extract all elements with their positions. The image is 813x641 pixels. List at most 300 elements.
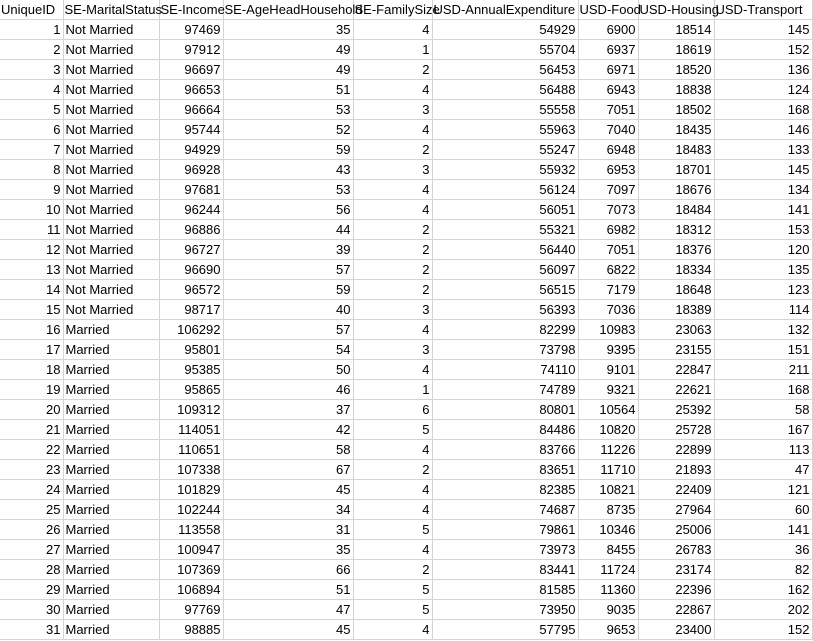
cell[interactable]: 49 [223, 60, 353, 80]
cell[interactable]: 37 [223, 400, 353, 420]
cell[interactable]: 3 [353, 100, 432, 120]
cell[interactable]: 40 [223, 300, 353, 320]
cell[interactable]: 27964 [638, 500, 714, 520]
cell[interactable]: 18435 [638, 120, 714, 140]
cell[interactable]: 7040 [578, 120, 638, 140]
cell[interactable]: 19 [0, 380, 63, 400]
cell[interactable]: 50 [223, 360, 353, 380]
cell[interactable]: 82 [714, 560, 812, 580]
cell[interactable]: 136 [714, 60, 812, 80]
cell[interactable]: 2 [0, 40, 63, 60]
cell[interactable]: 26783 [638, 540, 714, 560]
cell[interactable]: 120 [714, 240, 812, 260]
cell[interactable]: 79861 [432, 520, 578, 540]
cell[interactable]: 23 [0, 460, 63, 480]
cell[interactable]: 27 [0, 540, 63, 560]
cell[interactable]: 23155 [638, 340, 714, 360]
cell[interactable]: 23174 [638, 560, 714, 580]
cell[interactable]: 107369 [159, 560, 223, 580]
cell[interactable]: 18376 [638, 240, 714, 260]
cell[interactable]: 96928 [159, 160, 223, 180]
cell[interactable]: 56515 [432, 280, 578, 300]
column-header-cell[interactable]: USD-Transport [714, 0, 812, 20]
cell[interactable]: 22867 [638, 600, 714, 620]
cell[interactable]: 6 [353, 400, 432, 420]
cell[interactable]: Not Married [63, 180, 159, 200]
cell[interactable]: 55321 [432, 220, 578, 240]
cell[interactable]: 114051 [159, 420, 223, 440]
cell[interactable]: 135 [714, 260, 812, 280]
column-header-cell[interactable]: SE-FamilySize [353, 0, 432, 20]
table-row [0, 320, 812, 340]
cell[interactable]: 132 [714, 320, 812, 340]
cell[interactable]: Not Married [63, 140, 159, 160]
cell[interactable]: 51 [223, 580, 353, 600]
cell[interactable]: 55558 [432, 100, 578, 120]
cell[interactable]: 30 [0, 600, 63, 620]
cell[interactable]: 133 [714, 140, 812, 160]
cell[interactable]: 10983 [578, 320, 638, 340]
cell[interactable]: 1 [353, 40, 432, 60]
cell[interactable]: 4 [353, 20, 432, 40]
cell[interactable]: 55932 [432, 160, 578, 180]
cell[interactable]: 67 [223, 460, 353, 480]
cell[interactable]: 56051 [432, 200, 578, 220]
cell[interactable]: Not Married [63, 280, 159, 300]
cell[interactable]: Married [63, 440, 159, 460]
cell[interactable]: 55704 [432, 40, 578, 60]
cell[interactable]: 106292 [159, 320, 223, 340]
cell[interactable]: 96664 [159, 100, 223, 120]
cell[interactable]: 3 [353, 300, 432, 320]
column-header-cell[interactable]: USD-Food [578, 0, 638, 20]
cell[interactable]: 141 [714, 200, 812, 220]
cell[interactable]: 55963 [432, 120, 578, 140]
cell[interactable]: 54929 [432, 20, 578, 40]
cell[interactable]: 21893 [638, 460, 714, 480]
cell[interactable]: 18648 [638, 280, 714, 300]
cell[interactable]: 95744 [159, 120, 223, 140]
cell[interactable]: 106894 [159, 580, 223, 600]
cell[interactable]: 113 [714, 440, 812, 460]
cell[interactable]: 145 [714, 160, 812, 180]
table-row [0, 100, 812, 120]
cell[interactable]: 18389 [638, 300, 714, 320]
cell[interactable]: 8455 [578, 540, 638, 560]
cell[interactable]: 6948 [578, 140, 638, 160]
cell[interactable]: 97769 [159, 600, 223, 620]
cell[interactable]: 56453 [432, 60, 578, 80]
cell[interactable]: 25006 [638, 520, 714, 540]
cell[interactable]: 110651 [159, 440, 223, 460]
cell[interactable]: 121 [714, 480, 812, 500]
cell[interactable]: 42 [223, 420, 353, 440]
cell[interactable]: 9035 [578, 600, 638, 620]
cell[interactable]: 211 [714, 360, 812, 380]
cell[interactable]: 4 [0, 80, 63, 100]
cell[interactable]: 12 [0, 240, 63, 260]
cell[interactable]: 83651 [432, 460, 578, 480]
cell[interactable]: 45 [223, 480, 353, 500]
cell[interactable]: 46 [223, 380, 353, 400]
cell[interactable]: 5 [353, 520, 432, 540]
cell[interactable]: 18483 [638, 140, 714, 160]
cell[interactable]: 59 [223, 280, 353, 300]
table-row [0, 400, 812, 420]
cell[interactable]: 2 [353, 140, 432, 160]
cell[interactable]: Not Married [63, 300, 159, 320]
cell[interactable]: Married [63, 320, 159, 340]
cell[interactable]: 162 [714, 580, 812, 600]
cell[interactable]: 5 [353, 580, 432, 600]
cell[interactable]: Married [63, 420, 159, 440]
cell[interactable]: 107338 [159, 460, 223, 480]
cell[interactable]: 96690 [159, 260, 223, 280]
cell[interactable]: 60 [714, 500, 812, 520]
cell[interactable]: 113558 [159, 520, 223, 540]
cell[interactable]: Not Married [63, 40, 159, 60]
cell[interactable]: 83766 [432, 440, 578, 460]
cell[interactable]: Not Married [63, 200, 159, 220]
cell[interactable]: 153 [714, 220, 812, 240]
cell[interactable]: 55247 [432, 140, 578, 160]
cell[interactable]: 5 [353, 420, 432, 440]
cell[interactable]: 4 [353, 440, 432, 460]
cell[interactable]: 7179 [578, 280, 638, 300]
column-header-cell[interactable]: UniqueID [0, 0, 63, 20]
cell[interactable]: 101829 [159, 480, 223, 500]
cell[interactable]: 22 [0, 440, 63, 460]
cell[interactable]: Married [63, 520, 159, 540]
cell[interactable]: Married [63, 380, 159, 400]
cell[interactable]: 7097 [578, 180, 638, 200]
cell[interactable]: 56440 [432, 240, 578, 260]
cell[interactable]: 2 [353, 220, 432, 240]
cell[interactable]: 2 [353, 460, 432, 480]
cell[interactable]: 28 [0, 560, 63, 580]
cell[interactable]: Married [63, 620, 159, 640]
cell[interactable]: 11724 [578, 560, 638, 580]
cell[interactable]: 97681 [159, 180, 223, 200]
cell[interactable]: 146 [714, 120, 812, 140]
cell[interactable]: 18484 [638, 200, 714, 220]
cell[interactable]: 1 [0, 20, 63, 40]
column-header-cell[interactable]: SE-AgeHeadHousehold [223, 0, 353, 20]
cell[interactable]: 102244 [159, 500, 223, 520]
cell[interactable]: 34 [223, 500, 353, 520]
cell[interactable]: 145 [714, 20, 812, 40]
cell[interactable]: 95865 [159, 380, 223, 400]
cell[interactable]: 3 [353, 340, 432, 360]
cell[interactable]: 96244 [159, 200, 223, 220]
cell[interactable]: 10 [0, 200, 63, 220]
table-row [0, 120, 812, 140]
cell[interactable]: Not Married [63, 220, 159, 240]
cell[interactable]: 56097 [432, 260, 578, 280]
cell[interactable]: 4 [353, 180, 432, 200]
cell[interactable]: 2 [353, 240, 432, 260]
cell[interactable]: 23063 [638, 320, 714, 340]
cell[interactable]: 10346 [578, 520, 638, 540]
cell[interactable]: 58 [714, 400, 812, 420]
cell[interactable]: 141 [714, 520, 812, 540]
cell[interactable]: 11710 [578, 460, 638, 480]
cell[interactable]: 96572 [159, 280, 223, 300]
cell[interactable]: 123 [714, 280, 812, 300]
cell[interactable]: 202 [714, 600, 812, 620]
cell[interactable]: 10821 [578, 480, 638, 500]
cell[interactable]: 9101 [578, 360, 638, 380]
cell[interactable]: 66 [223, 560, 353, 580]
cell[interactable]: 10820 [578, 420, 638, 440]
cell[interactable]: 22899 [638, 440, 714, 460]
cell[interactable]: 82385 [432, 480, 578, 500]
cell[interactable]: Married [63, 500, 159, 520]
cell[interactable]: Married [63, 460, 159, 480]
cell[interactable]: 44 [223, 220, 353, 240]
column-header-cell[interactable]: SE-MaritalStatus [63, 0, 159, 20]
cell[interactable]: 6822 [578, 260, 638, 280]
cell[interactable]: 35 [223, 540, 353, 560]
cell[interactable]: 4 [353, 620, 432, 640]
cell[interactable]: 11226 [578, 440, 638, 460]
cell[interactable]: 47 [714, 460, 812, 480]
cell[interactable]: Married [63, 540, 159, 560]
cell[interactable]: 57 [223, 260, 353, 280]
cell[interactable]: 23400 [638, 620, 714, 640]
cell[interactable]: 24 [0, 480, 63, 500]
cell[interactable]: 18334 [638, 260, 714, 280]
cell[interactable]: 18619 [638, 40, 714, 60]
cell[interactable]: Not Married [63, 120, 159, 140]
cell[interactable]: 4 [353, 480, 432, 500]
cell[interactable]: 82299 [432, 320, 578, 340]
cell[interactable]: Not Married [63, 60, 159, 80]
cell[interactable]: 22409 [638, 480, 714, 500]
cell[interactable]: 22847 [638, 360, 714, 380]
table-row [0, 580, 812, 600]
cell[interactable]: 16 [0, 320, 63, 340]
cell[interactable]: 6937 [578, 40, 638, 60]
cell[interactable]: Married [63, 560, 159, 580]
cell[interactable]: 74789 [432, 380, 578, 400]
cell[interactable]: 3 [0, 60, 63, 80]
cell[interactable]: 49 [223, 40, 353, 60]
cell[interactable]: 124 [714, 80, 812, 100]
cell[interactable]: 80801 [432, 400, 578, 420]
cell[interactable]: Married [63, 480, 159, 500]
cell[interactable]: 52 [223, 120, 353, 140]
cell[interactable]: 109312 [159, 400, 223, 420]
table-row [0, 520, 812, 540]
cell[interactable]: 22621 [638, 380, 714, 400]
cell[interactable]: Married [63, 580, 159, 600]
cell[interactable]: 11360 [578, 580, 638, 600]
cell[interactable]: 22396 [638, 580, 714, 600]
cell[interactable]: 3 [353, 160, 432, 180]
cell[interactable]: 73950 [432, 600, 578, 620]
table-row [0, 480, 812, 500]
cell[interactable]: 96653 [159, 80, 223, 100]
cell[interactable]: 18514 [638, 20, 714, 40]
cell[interactable]: 9653 [578, 620, 638, 640]
cell[interactable]: Married [63, 340, 159, 360]
cell[interactable]: Not Married [63, 20, 159, 40]
cell[interactable]: 20 [0, 400, 63, 420]
cell[interactable]: 97469 [159, 20, 223, 40]
cell[interactable]: 167 [714, 420, 812, 440]
cell[interactable]: 7051 [578, 100, 638, 120]
cell[interactable]: 11 [0, 220, 63, 240]
cell[interactable]: 6943 [578, 80, 638, 100]
cell[interactable]: Not Married [63, 160, 159, 180]
cell[interactable]: 31 [223, 520, 353, 540]
cell[interactable]: 17 [0, 340, 63, 360]
cell[interactable]: Married [63, 360, 159, 380]
cell[interactable]: Not Married [63, 80, 159, 100]
cell[interactable]: Not Married [63, 240, 159, 260]
cell[interactable]: 96697 [159, 60, 223, 80]
cell[interactable]: 96727 [159, 240, 223, 260]
cell[interactable]: 4 [353, 360, 432, 380]
cell[interactable]: 25728 [638, 420, 714, 440]
cell[interactable]: Not Married [63, 260, 159, 280]
cell[interactable]: 57795 [432, 620, 578, 640]
cell[interactable]: 2 [353, 60, 432, 80]
cell[interactable]: 74110 [432, 360, 578, 380]
cell[interactable]: 168 [714, 100, 812, 120]
cell[interactable]: 53 [223, 180, 353, 200]
table-row [0, 180, 812, 200]
cell[interactable]: 6971 [578, 60, 638, 80]
cell[interactable]: 4 [353, 320, 432, 340]
cell[interactable]: 56393 [432, 300, 578, 320]
cell[interactable]: 56124 [432, 180, 578, 200]
cell[interactable]: 35 [223, 20, 353, 40]
cell[interactable]: 13 [0, 260, 63, 280]
cell[interactable]: 73973 [432, 540, 578, 560]
cell[interactable]: 81585 [432, 580, 578, 600]
cell[interactable]: 168 [714, 380, 812, 400]
cell[interactable]: 47 [223, 600, 353, 620]
cell[interactable]: 74687 [432, 500, 578, 520]
cell[interactable]: 9321 [578, 380, 638, 400]
cell[interactable]: 56 [223, 200, 353, 220]
cell[interactable]: Married [63, 400, 159, 420]
cell[interactable]: 18676 [638, 180, 714, 200]
cell[interactable]: 4 [353, 200, 432, 220]
cell[interactable]: 134 [714, 180, 812, 200]
cell[interactable]: 9395 [578, 340, 638, 360]
cell[interactable]: 8 [0, 160, 63, 180]
cell[interactable]: 18701 [638, 160, 714, 180]
cell[interactable]: 18838 [638, 80, 714, 100]
cell[interactable]: 1 [353, 380, 432, 400]
table-row [0, 600, 812, 620]
cell[interactable]: 7036 [578, 300, 638, 320]
cell[interactable]: 152 [714, 620, 812, 640]
cell[interactable]: Not Married [63, 100, 159, 120]
cell[interactable]: 29 [0, 580, 63, 600]
cell[interactable]: 98885 [159, 620, 223, 640]
cell[interactable]: 4 [353, 500, 432, 520]
cell[interactable]: 5 [353, 600, 432, 620]
cell[interactable]: 45 [223, 620, 353, 640]
cell[interactable]: 57 [223, 320, 353, 340]
cell[interactable]: 26 [0, 520, 63, 540]
cell[interactable]: 25392 [638, 400, 714, 420]
cell[interactable]: 14 [0, 280, 63, 300]
cell[interactable]: 83441 [432, 560, 578, 580]
cell[interactable]: 53 [223, 100, 353, 120]
cell[interactable]: 94929 [159, 140, 223, 160]
cell[interactable]: Married [63, 600, 159, 620]
cell[interactable]: 2 [353, 260, 432, 280]
cell[interactable]: 18520 [638, 60, 714, 80]
cell[interactable]: 95801 [159, 340, 223, 360]
cell[interactable]: 5 [0, 100, 63, 120]
cell[interactable]: 100947 [159, 540, 223, 560]
cell[interactable]: 7 [0, 140, 63, 160]
cell[interactable]: 4 [353, 540, 432, 560]
cell[interactable]: 7073 [578, 200, 638, 220]
cell[interactable]: 58 [223, 440, 353, 460]
cell[interactable]: 84486 [432, 420, 578, 440]
table-row [0, 200, 812, 220]
cell[interactable]: 2 [353, 280, 432, 300]
cell[interactable]: 114 [714, 300, 812, 320]
cell[interactable]: 73798 [432, 340, 578, 360]
cell[interactable]: 6953 [578, 160, 638, 180]
cell[interactable]: 18502 [638, 100, 714, 120]
column-header-cell[interactable]: USD-AnnualExpenditure [432, 0, 578, 20]
cell[interactable]: 152 [714, 40, 812, 60]
cell[interactable]: 18312 [638, 220, 714, 240]
cell[interactable]: 59 [223, 140, 353, 160]
cell[interactable]: 4 [353, 80, 432, 100]
cell[interactable]: 96886 [159, 220, 223, 240]
cell[interactable]: 6 [0, 120, 63, 140]
table-row [0, 300, 812, 320]
cell[interactable]: 31 [0, 620, 63, 640]
cell[interactable]: 15 [0, 300, 63, 320]
cell[interactable]: 8735 [578, 500, 638, 520]
cell[interactable]: 56488 [432, 80, 578, 100]
column-header-cell[interactable]: USD-Housing [638, 0, 714, 20]
cell[interactable]: 36 [714, 540, 812, 560]
cell[interactable]: 6982 [578, 220, 638, 240]
cell[interactable]: 151 [714, 340, 812, 360]
cell[interactable]: 21 [0, 420, 63, 440]
cell[interactable]: 43 [223, 160, 353, 180]
cell[interactable]: 6900 [578, 20, 638, 40]
cell[interactable]: 39 [223, 240, 353, 260]
cell[interactable]: 98717 [159, 300, 223, 320]
cell[interactable]: 25 [0, 500, 63, 520]
cell[interactable]: 9 [0, 180, 63, 200]
cell[interactable]: 2 [353, 560, 432, 580]
cell[interactable]: 51 [223, 80, 353, 100]
table-row [0, 620, 812, 640]
cell[interactable]: 18 [0, 360, 63, 380]
column-header-cell[interactable]: SE-Income [159, 0, 223, 20]
cell[interactable]: 7051 [578, 240, 638, 260]
cell[interactable]: 54 [223, 340, 353, 360]
cell[interactable]: 97912 [159, 40, 223, 60]
cell[interactable]: 95385 [159, 360, 223, 380]
cell[interactable]: 4 [353, 120, 432, 140]
cell[interactable]: 10564 [578, 400, 638, 420]
